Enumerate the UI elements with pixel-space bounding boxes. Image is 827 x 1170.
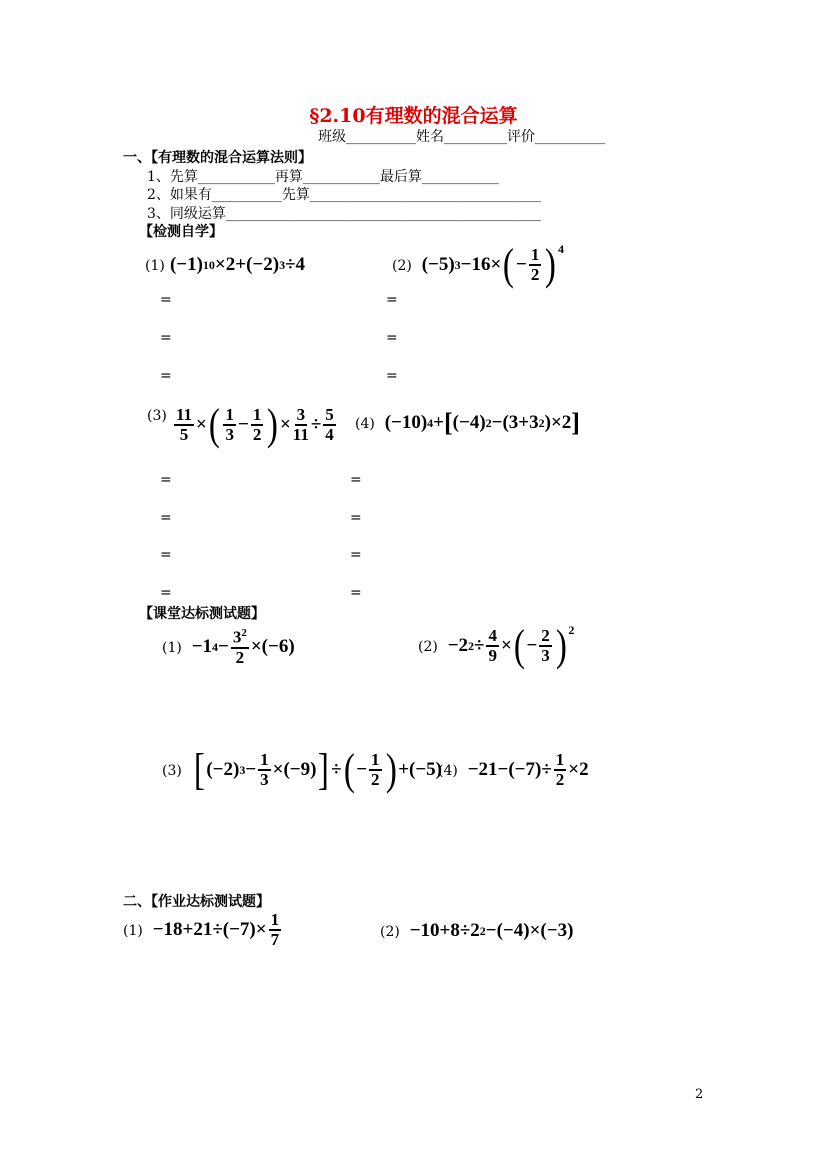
equals-sign: = (350, 585, 362, 601)
math-expression: (−10) 4 + [ (−4) 2 −(3+3 2 )×2 ] (379, 408, 580, 437)
equals-sign: = (386, 368, 398, 384)
class-test-problem-2 (418, 621, 575, 670)
math-expression: [ (−2) 3 − $\frac{1}{3}$ ×(−9) ] ÷ ( − $\frac{1}{2}$ ) +(−5) (193, 745, 443, 794)
page-title: §2.10有理数的混合运算 (309, 105, 518, 127)
math-expression: −1 4 − $\frac{3^2}{2}$ ×(−6) (186, 627, 295, 667)
math-expression: −2 2 ÷ $\frac{4}{9}$ × ( − $\frac{2}{3}$ ) $^2$ (442, 621, 575, 670)
equals-sign: = (160, 510, 172, 526)
problem-label: (2) (380, 924, 400, 940)
self-study-problem-4 (355, 410, 580, 436)
self-study-problem-3 (147, 400, 338, 449)
math-expression: $\frac{11}{5}$ × ( $\frac{1}{3}$ − $\frac{1}{2}$ ) × $\frac{3}{11}$ ÷ $\frac{5}{4}$ (175, 400, 334, 449)
homework-problem-2 (380, 920, 573, 942)
problem-label: (2) (392, 258, 412, 274)
rule-line-1: 1、先算___________再算___________最后算___________ (147, 169, 499, 185)
class-test-heading: 【课堂达标测试题】 (139, 606, 265, 622)
equals-sign: = (350, 472, 362, 488)
problem-label: (1) (123, 922, 143, 939)
equals-sign: = (160, 330, 172, 346)
equals-sign: = (160, 368, 172, 384)
self-study-heading: 【检测自学】 (139, 224, 223, 240)
equals-sign: = (350, 510, 362, 526)
class-test-problem-3 (162, 745, 443, 794)
math-expression: −18+21÷(−7)× $\frac{1}{7}$ (147, 910, 280, 949)
problem-label: (4) (438, 762, 458, 779)
student-info-line: 班级__________姓名_________评价__________ (318, 129, 605, 145)
self-study-problem-1 (145, 254, 305, 276)
rule-line-2: 2、如果有__________先算_________________________________ (147, 187, 541, 203)
math-expression: −21−(−7)÷ $\frac{1}{2}$ ×2 (462, 750, 589, 789)
equals-sign: = (350, 547, 362, 563)
problem-label: (1) (145, 258, 165, 274)
problem-label: (4) (355, 416, 375, 432)
problem-label: (3) (162, 763, 182, 779)
section-rules-heading: 一、【有理数的混合运算法则】 (123, 150, 312, 166)
homework-problem-1 (123, 911, 283, 949)
math-expression: (−1) 10 ×2+(−2) 3 ÷4 (169, 254, 305, 275)
class-test-problem-4 (438, 751, 589, 789)
equals-sign: = (160, 292, 172, 308)
equals-sign: = (386, 292, 398, 308)
equals-sign: = (160, 585, 172, 601)
equals-sign: = (386, 330, 398, 346)
equals-sign: = (160, 472, 172, 488)
problem-label: (3) (147, 408, 167, 425)
rule-line-3: 3、同级运算_____________________________________________ (147, 206, 541, 222)
problem-label: (2) (418, 639, 438, 655)
problem-label: (1) (162, 640, 182, 657)
equals-sign: = (160, 547, 172, 563)
self-study-problem-2 (392, 240, 564, 289)
class-test-problem-1 (162, 628, 295, 666)
math-expression: −10+8÷2 2 −(−4)×(−3) (404, 920, 574, 941)
math-expression: (−5) 3 −16× ( − $\frac{1}{2}$ ) $^4$ (416, 240, 564, 289)
page-number: 2 (695, 1087, 704, 1102)
homework-heading: 二、【作业达标测试题】 (123, 894, 270, 910)
